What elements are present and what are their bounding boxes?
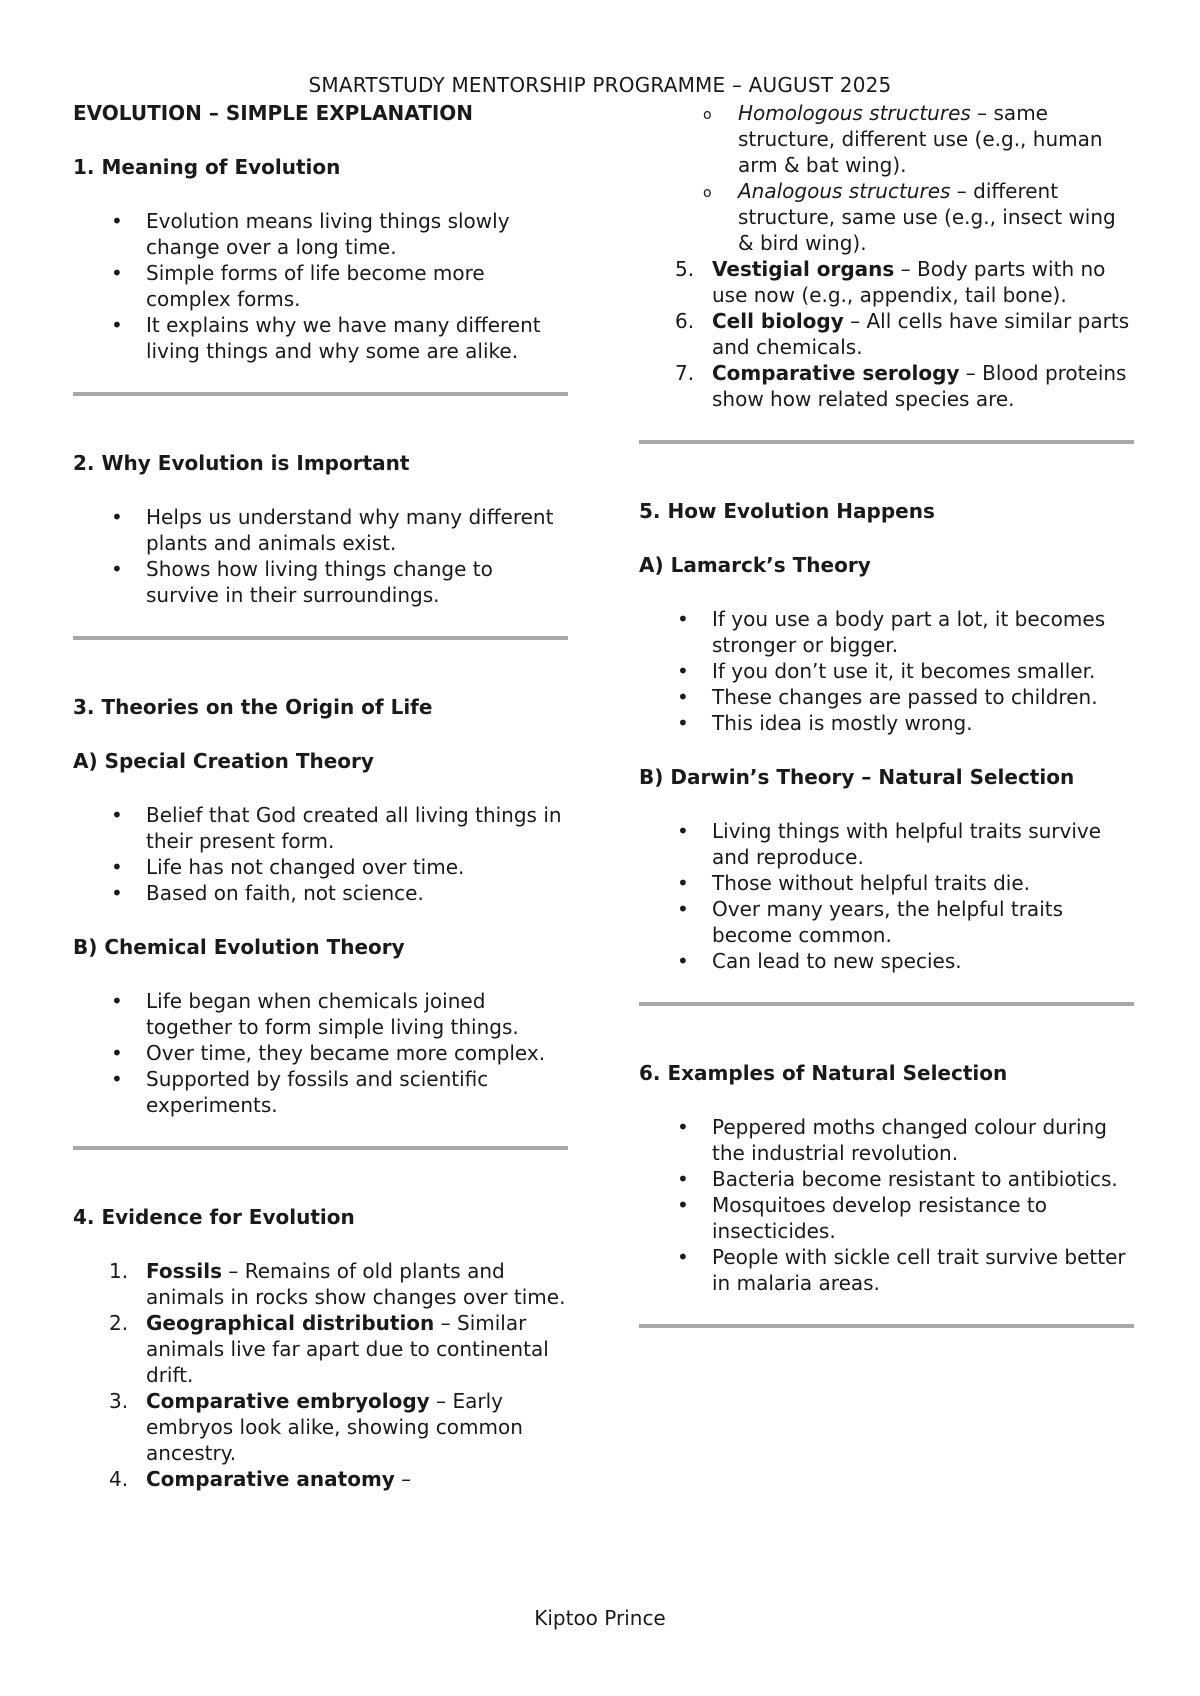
list-item: • Mosquitoes develop resistance to insecticides. bbox=[639, 1192, 1134, 1244]
subheading-chemical-evolution: B) Chemical Evolution Theory bbox=[73, 935, 405, 959]
document-title: EVOLUTION – SIMPLE EXPLANATION bbox=[73, 101, 474, 125]
special-creation-list bbox=[73, 802, 568, 906]
evidence-list bbox=[73, 1258, 568, 1492]
list-item: • Living things with helpful traits survive and reproduce. bbox=[639, 818, 1134, 870]
left-column bbox=[73, 100, 568, 1492]
darwin-list bbox=[639, 818, 1134, 974]
anatomy-sublist bbox=[639, 100, 1134, 256]
list-item: • Over time, they became more complex. bbox=[73, 1040, 568, 1066]
list-item: 1. Fossils – Remains of old plants and animals in rocks show changes over time. bbox=[109, 1259, 566, 1309]
list-item: • Over many years, the helpful traits become common. bbox=[639, 896, 1134, 948]
page-header: SMARTSTUDY MENTORSHIP PROGRAMME – AUGUST 2025 bbox=[308, 73, 892, 97]
section-heading-importance: 2. Why Evolution is Important bbox=[73, 451, 410, 475]
section-heading-theories: 3. Theories on the Origin of Life bbox=[73, 695, 433, 719]
list-item: • Evolution means living things slowly change over a long time. bbox=[73, 208, 568, 260]
list-item: • Bacteria become resistant to antibiotics. bbox=[639, 1166, 1134, 1192]
lamarck-list bbox=[639, 606, 1134, 736]
list-item: o Homologous structures – same structure, different use (e.g., human arm & bat wing). bbox=[703, 101, 1103, 177]
examples-list bbox=[639, 1114, 1134, 1296]
circle-bullet-icon: o bbox=[703, 107, 712, 123]
section-heading-meaning: 1. Meaning of Evolution bbox=[73, 155, 341, 179]
list-item: • People with sickle cell trait survive better in malaria areas. bbox=[639, 1244, 1134, 1296]
list-item: • Simple forms of life become more complex forms. bbox=[73, 260, 568, 312]
list-item: o Analogous structures – different structure, same use (e.g., insect wing & bird wing). bbox=[703, 179, 1116, 255]
list-item: 5. Vestigial organs – Body parts with no use now (e.g., appendix, tail bone). bbox=[675, 257, 1106, 307]
list-item: • Helps us understand why many different plants and animals exist. bbox=[73, 504, 568, 556]
list-item: 2. Geographical distribution – Similar animals live far apart due to continental drift. bbox=[109, 1311, 549, 1387]
list-item: • Peppered moths changed colour during the industrial revolution. bbox=[639, 1114, 1134, 1166]
subheading-darwin: B) Darwin’s Theory – Natural Selection bbox=[639, 765, 1075, 789]
list-item: 6. Cell biology – All cells have similar parts and chemicals. bbox=[675, 309, 1130, 359]
list-item: • If you don’t use it, it becomes smaller. bbox=[639, 658, 1134, 684]
section-heading-how-evolution-happens: 5. How Evolution Happens bbox=[639, 499, 935, 523]
list-item: • This idea is mostly wrong. bbox=[639, 710, 1134, 736]
list-item: 7. Comparative serology – Blood proteins show how related species are. bbox=[675, 361, 1127, 411]
list-item: • Based on faith, not science. bbox=[73, 880, 568, 906]
evidence-list-continued bbox=[639, 256, 1134, 412]
section-heading-evidence: 4. Evidence for Evolution bbox=[73, 1205, 355, 1229]
subheading-lamarck: A) Lamarck’s Theory bbox=[639, 553, 871, 577]
circle-bullet-icon: o bbox=[703, 185, 712, 201]
list-item: 4. Comparative anatomy – bbox=[109, 1467, 412, 1491]
section-divider bbox=[639, 1324, 1134, 1328]
list-item: • Those without helpful traits die. bbox=[639, 870, 1134, 896]
list-item: • Life began when chemicals joined together to form simple living things. bbox=[73, 988, 568, 1040]
chemical-evolution-list bbox=[73, 988, 568, 1118]
right-column bbox=[639, 100, 1134, 1328]
list-item: • These changes are passed to children. bbox=[639, 684, 1134, 710]
importance-list bbox=[73, 504, 568, 608]
list-item: • Can lead to new species. bbox=[639, 948, 1134, 974]
list-item: • Shows how living things change to survive in their surroundings. bbox=[73, 556, 568, 608]
list-item: • It explains why we have many different living things and why some are alike. bbox=[73, 312, 568, 364]
list-item: • Supported by fossils and scientific experiments. bbox=[73, 1066, 568, 1118]
section-heading-examples: 6. Examples of Natural Selection bbox=[639, 1061, 1008, 1085]
page-footer: Kiptoo Prince bbox=[534, 1606, 666, 1630]
list-item: • Belief that God created all living things in their present form. bbox=[73, 802, 568, 854]
list-item: • Life has not changed over time. bbox=[73, 854, 568, 880]
subheading-special-creation: A) Special Creation Theory bbox=[73, 749, 374, 773]
list-item: • If you use a body part a lot, it becomes stronger or bigger. bbox=[639, 606, 1134, 658]
meaning-list bbox=[73, 208, 568, 364]
list-item: 3. Comparative embryology – Early embryos look alike, showing common ancestry. bbox=[109, 1389, 523, 1465]
